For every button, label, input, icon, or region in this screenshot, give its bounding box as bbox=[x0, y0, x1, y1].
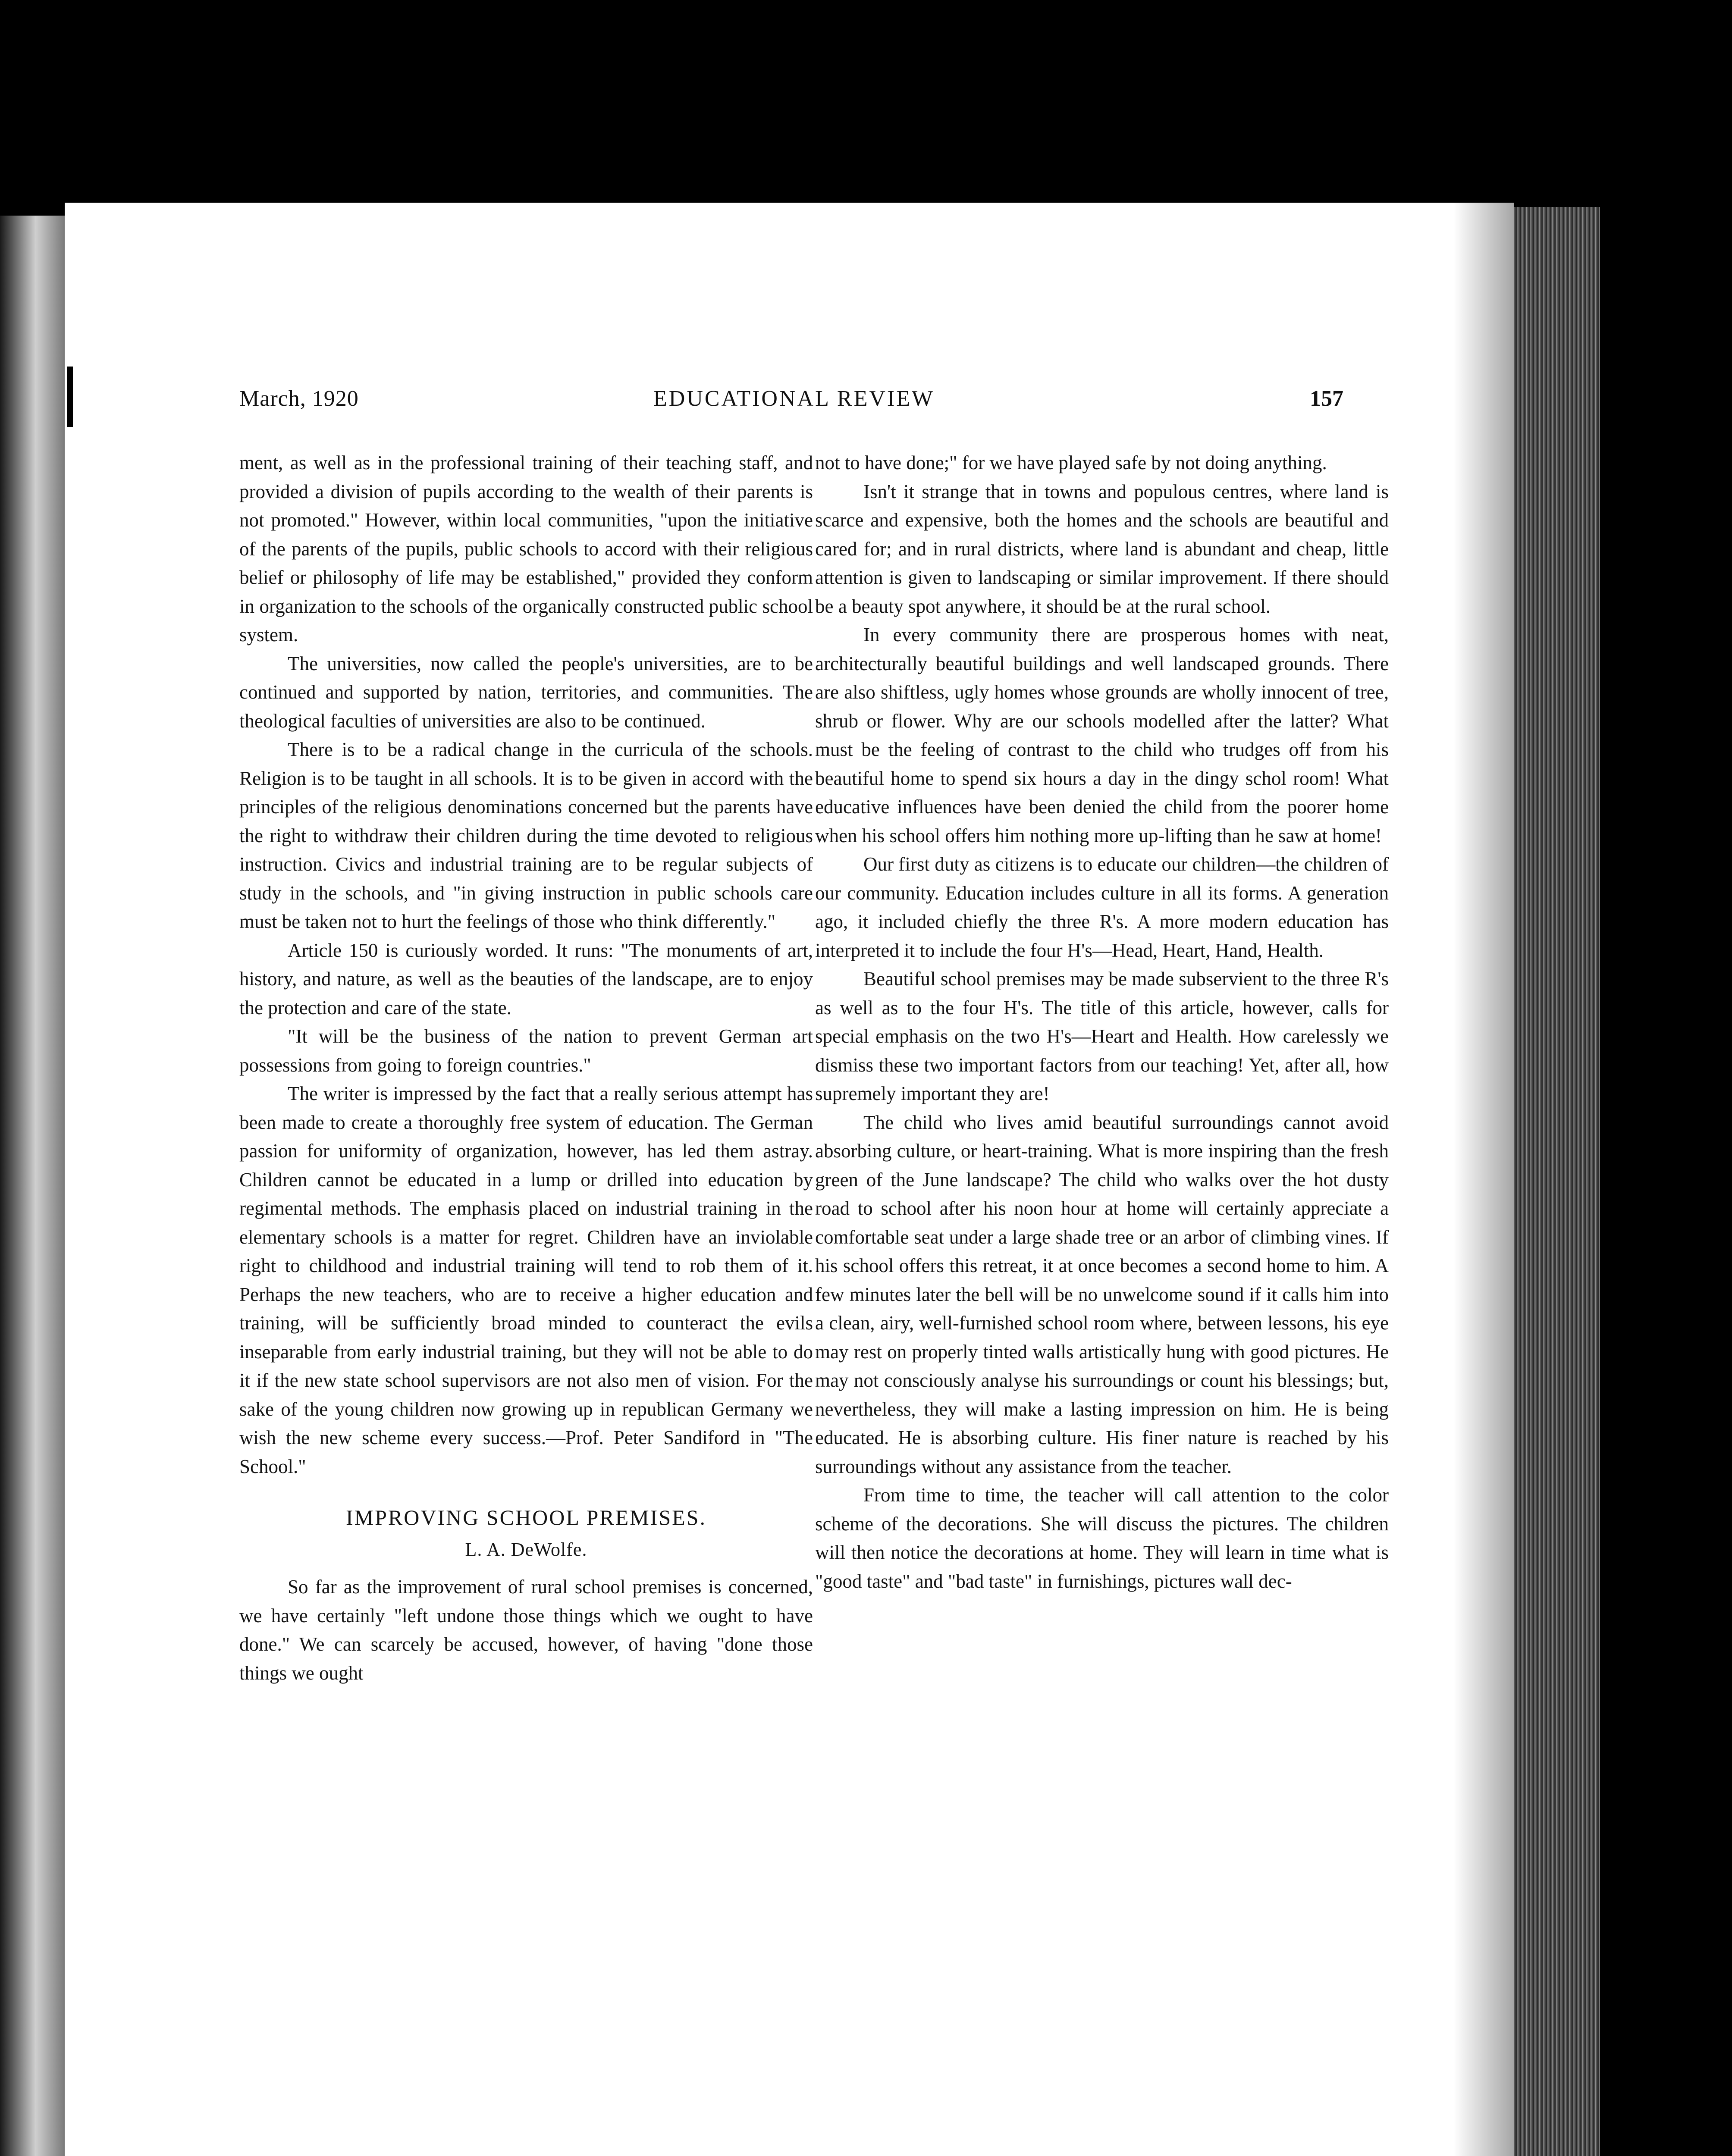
article-title: IMPROVING SCHOOL PREMISES. bbox=[346, 1505, 706, 1529]
page-number: 157 bbox=[1310, 386, 1343, 411]
paragraph: The writer is impressed by the fact that a really serious attempt has been made to create a thoroughly free system of education. The German passion for uniformity of organization, however, has led them astray. Children cannot be educated in a lump or drilled into education by regimental methods. The emphasis placed on industrial training in the elementary schools is a matter for regret. Children have an inviolable right to childhood and industrial training will tend to rob them of it. Perhaps the new teachers, who are to receive a higher education and training, will be sufficiently broad minded to counteract the evils inseparable from early industrial training, but they will not be able to do it if the new state school supervisors are not also men of vision. For the sake of the young children now growing up in republican Germany we wish the new scheme every success.—Prof. Peter Sandiford in "The School." bbox=[239, 1083, 813, 1477]
paragraph: not to have done;" for we have played safe by not doing anything. bbox=[815, 452, 1327, 473]
paragraph: Our first duty as citizens is to educate our children—the children of our community. Education includes culture in all its forms. A generation ago, it included chiefly the three R's. A more modern education has interpreted it to include the four H's—Head, Heart, Hand, Health. bbox=[815, 853, 1389, 961]
journal-title: EDUCATIONAL REVIEW bbox=[653, 386, 935, 411]
paragraph: So far as the improvement of rural school premises is concerned, we have certainly "left undone those things which we ought to have done." We can scarcely be accused, however, of having "done those things we ought bbox=[239, 1576, 813, 1684]
article-byline: L. A. DeWolfe. bbox=[465, 1539, 587, 1560]
paragraph: There is to be a radical change in the curricula of the schools. Religion is to be taught in all schools. It is to be given in accord with the principles of the religious denominations concerned but the parents have the right to withdraw their children during the time devoted to religious instruction. Civics and industrial training are to be regular subjects of study in the schools, and "in giving instruction in public schools care must be taken not to hurt the feelings of those who think differently." bbox=[239, 739, 813, 932]
paragraph: "It will be the business of the nation to prevent German art possessions from going to foreign countries." bbox=[239, 1025, 813, 1076]
paragraph: From time to time, the teacher will call attention to the color scheme of the decorations. She will discuss the pictures. The children will then notice the decorations at home. They will learn in time what is "good taste" and "bad taste" in furnishings, pictures wall dec- bbox=[815, 1484, 1389, 1592]
left-column bbox=[239, 448, 813, 1687]
page-gutter-shadow bbox=[1453, 203, 1514, 2156]
page-edge-mark bbox=[67, 367, 73, 427]
paragraph: Isn't it strange that in towns and populous centres, where land is scarce and expensive, both the homes and the schools are beautiful and cared for; and in rural districts, where land is abundant and cheap, little attention is given to landscaping or similar improvement. If there should be a beauty spot anywhere, it should be at the rural school. bbox=[815, 480, 1389, 617]
book-page-edges bbox=[1505, 207, 1600, 2156]
paragraph: The universities, now called the people's universities, are to be continued and supported by nation, territories, and communities. The theological faculties of universities are also to be continued. bbox=[239, 652, 813, 732]
right-column bbox=[815, 448, 1389, 1595]
issue-date: March, 1920 bbox=[239, 386, 359, 411]
paragraph: In every community there are prosperous homes with neat, architecturally beautiful buildings and well landscaped grounds. There are also shiftless, ugly homes whose grounds are wholly innocent of tree, shrub or flower. Why are our schools modelled after the latter? What must be the feeling of contrast to the child who trudges off from his beautiful home to spend six hours a day in the dingy schol room! What educative influences have been denied the child from the poorer home when his school offers him nothing more up-lifting than he saw at home! bbox=[815, 624, 1389, 846]
paragraph: Beautiful school premises may be made subservient to the three R's as well as to the four H's. The title of this article, however, calls for special emphasis on the two H's—Heart and Health. How carelessly we dismiss these two important factors from our teaching! Yet, after all, how supremely important they are! bbox=[815, 968, 1389, 1104]
paragraph: Article 150 is curiously worded. It runs: "The monuments of art, history, and nature, as well as the beauties of the landscape, are to enjoy the protection and care of the state. bbox=[239, 939, 813, 1018]
facing-page-edge bbox=[0, 216, 65, 2156]
running-head bbox=[239, 386, 1343, 420]
paragraph: ment, as well as in the professional training of their teaching staff, and provided a division of pupils according to the wealth of their parents is not promoted." However, within local communities, "upon the initiative of the parents of the pupils, public schools to accord with their religious belief or philosophy of life may be established," provided they conform in organization to the schools of the organically constructed public school system. bbox=[239, 452, 813, 646]
paragraph: The child who lives amid beautiful surroundings cannot avoid absorbing culture, or heart-training. What is more inspiring than the fresh green of the June landscape? The child who walks over the hot dusty road to school after his noon hour at home will certainly appreciate a comfortable seat under a large shade tree or an arbor of climbing vines. If his school offers this retreat, it at once becomes a second home to him. A few minutes later the bell will be no unwelcome sound if it calls him into a clean, airy, well-furnished school room where, between lessons, his eye may rest on properly tinted walls artistically hung with good pictures. He may not consciously analyse his surroundings or count his blessings; but, nevertheless, they will make a lasting impression on him. He is being educated. He is absorbing culture. His finer nature is reached by his surroundings without any assistance from the teacher. bbox=[815, 1111, 1389, 1477]
